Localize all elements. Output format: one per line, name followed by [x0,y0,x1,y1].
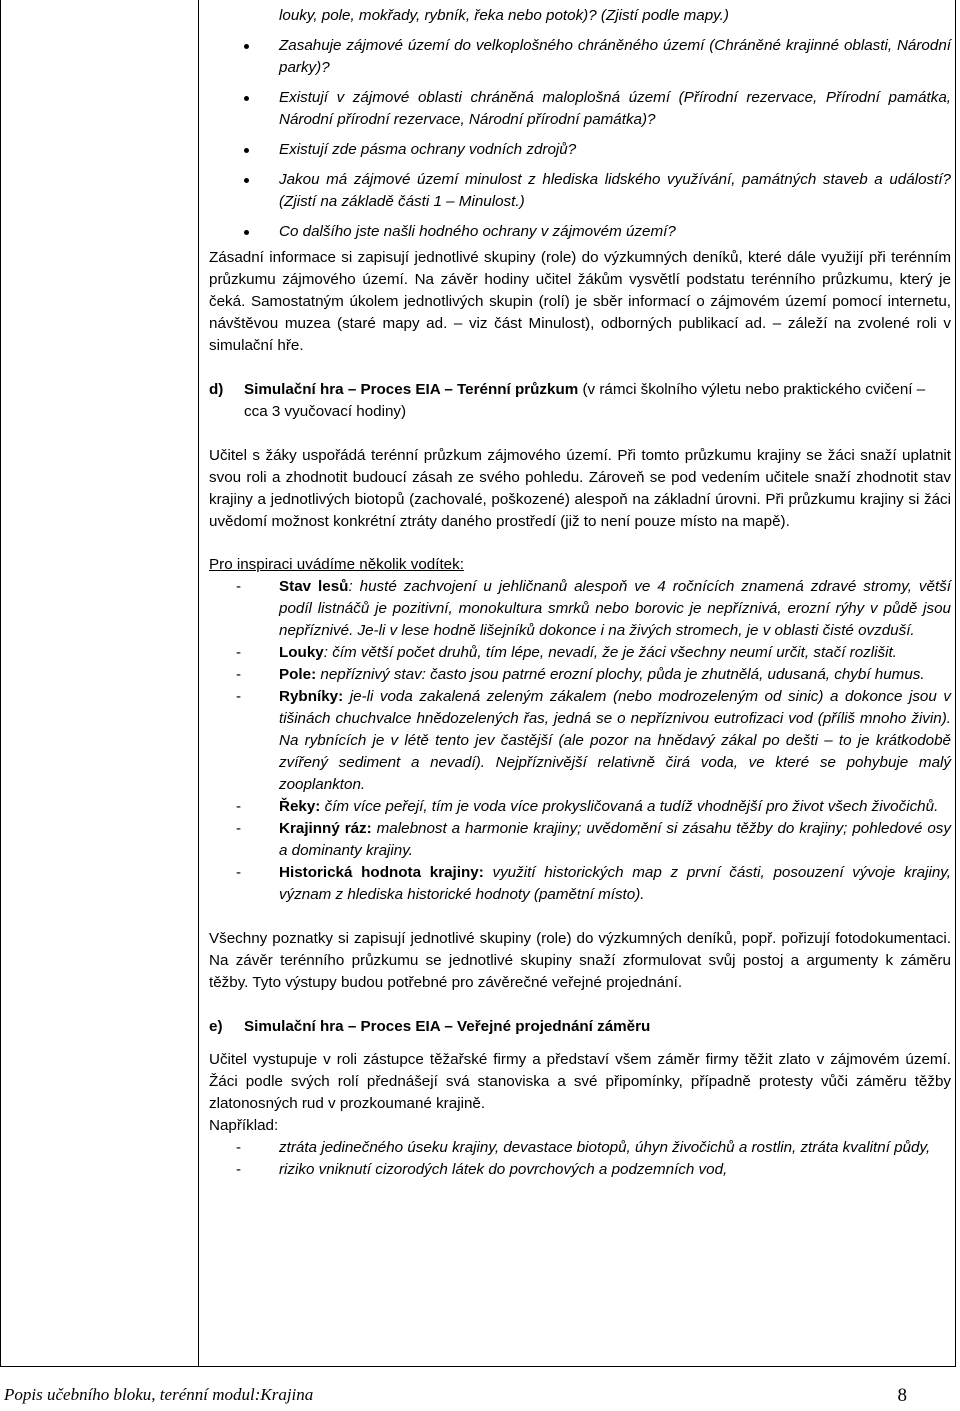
list-item: Co dalšího jste našli hodného ochrany v zájmovém území? [209,221,951,243]
frame-left-line [0,0,1,1366]
inspiration-intro: Pro inspiraci uvádíme několik vodítek: [209,556,464,573]
example-list [209,1137,951,1181]
page-number: 8 [897,1385,907,1406]
section-label: e) [209,1018,223,1035]
section-title: Simulační hra – Proces EIA – Veřejné projednání záměru [244,1018,651,1035]
section-subtitle: (v rámci školního výletu nebo praktického cvičení – cca 3 vyučovací hodiny) [244,381,926,420]
example-label: Například: [209,1117,279,1134]
bullet-icon [244,44,249,49]
section-heading-d [209,379,951,423]
list-item: - Řeky: čím více peřejí, tím je voda více prokysličovaná a tudíž vhodnější pro život všech živočichů. [236,798,939,815]
list-item: - Rybníky: je-li voda zakalená zeleným zákalem (nebo modrozeleným od sinic) a dokonce jsou v tišinách chuchvalce hnědozelených řas, jedná se o nepříznivou eutrofizaci vod (příliš mnoho živin). Na rybnících je v létě tento jev častější (ale pozor na hnědavý zákal po dešti – to je krátkodobě zvířený sediment a nevadí). Nejpříznivější relativně čirá voda, ve které se pohybuje malý zooplankton. [236,688,951,793]
section-label: d) [209,381,224,398]
list-item: - riziko vniknutí cizorodých látek do povrchových a podzemních vod, [236,1161,728,1178]
page-content [209,0,951,1181]
section-heading-e [209,1016,951,1038]
bullet-icon [244,230,249,235]
list-item: Zasahuje zájmové území do velkoplošného chráněného území (Chráněné krajinné oblasti, Národní parky)? [209,35,951,79]
footer-text: Popis učebního bloku, terénní modul:Krajina [4,1385,314,1404]
question-list [209,5,951,243]
list-item: - Krajinný ráz: malebnost a harmonie krajiny; uvědomění si zásahu těžby do krajiny; pohledové osy a dominanty krajiny. [236,820,951,859]
list-item: - Stav lesů: husté zachvojení u jehličnanů alespoň ve 4 ročnících znamená zdravé stromy, větší podíl listnáčů je pozitivní, monokultura smrků nebo borovic je nepříznivá, erozní rýhy v půdě jsou nepříznivé. Je-li v lese hodně lišejníků dokonce i na živých stromech, je v oblasti čisté ovzduší. [236,578,951,639]
frame-bottom-line [0,1366,956,1367]
frame-inner-line [198,0,199,1366]
list-item: Existují zde pásma ochrany vodních zdrojů? [209,139,951,161]
frame-right-line [955,0,956,1366]
paragraph-conclusions: Všechny poznatky si zapisují jednotlivé skupiny (role) do výzkumných deníků, popř. pořizují fotodokumentaci. Na závěr terénního průzkumu se jednotlivé skupiny snaží zformulovat svůj postoj a argumenty k záměru těžby. Tyto výstupy budou potřebné pro závěrečné veřejné projednání. [209,930,951,991]
paragraph-field-survey: Učitel s žáky uspořádá terénní průzkum zájmového území. Při tomto průzkumu krajiny se žáci snaží uplatnit svou roli a zhodnotit budoucí zásah ze svého pohledu. Zároveň se pod vedením učitele snaží zhodnotit stav krajiny a jednotlivých biotopů (zachovalé, poškozené) alespoň na základní úrovni. Při průzkumu krajiny si žáci uvědomí možnost konkrétní ztráty daného prostředí (již to není pouze místo na mapě). [209,447,951,530]
bullet-icon [244,148,249,153]
paragraph-research-notes: Zásadní informace si zapisují jednotlivé skupiny (role) do výzkumných deníků, které dále využijí při terénním průzkumu zájmového území. Na závěr hodiny učitel žákům vysvětlí podstatu terénního průzkumu, který je čeká. Samostatným úkolem jednotlivých skupin (rolí) je sběr informací o zájmovém území pomocí internetu, návštěvou muzea (staré mapy ad. – viz část Minulost), odborných publikací ad. – záleží na zvolené roli v simulační hře. [209,249,951,354]
list-item: - Historická hodnota krajiny: využití historických map z první části, posouzení vývoje krajiny, význam z hlediska historické hodnoty (pamětní místo). [236,864,951,903]
list-item: Existují v zájmové oblasti chráněná maloplošná území (Přírodní rezervace, Přírodní památka, Národní přírodní rezervace, Národní přírodní památka)? [209,87,951,131]
bullet-icon [244,178,249,183]
list-item: - Louky: čím větší počet druhů, tím lépe, nevadí, že je žáci všechny neumí určit, stačí rozlišit. [236,644,897,661]
list-item: - Pole: nepříznivý stav: často jsou patrné erozní plochy, půda je zhutnělá, udusaná, chybí humus. [236,666,925,683]
paragraph-public-hearing: Učitel vystupuje v roli zástupce těžařské firmy a představí všem záměr firmy těžit zlato v zájmovém území. Žáci podle svých rolí přednášejí svá stanoviska a své připomínky, případně protesty vůči záměru těžby zlatonosných rud v prozkoumané krajině. [209,1051,951,1112]
guide-list [209,576,951,906]
page-footer [4,1385,907,1405]
list-item: Jakou má zájmové území minulost z hlediska lidského využívání, památných staveb a událostí? (Zjistí na základě části 1 – Minulost.) [209,169,951,213]
section-title: Simulační hra – Proces EIA – Terénní průzkum [244,381,579,398]
bullet-icon [244,96,249,101]
list-item: louky, pole, mokřady, rybník, řeka nebo potok)? (Zjistí podle mapy.) [279,7,729,24]
list-item: - ztráta jedinečného úseku krajiny, devastace biotopů, úhyn živočichů a rostlin, ztráta kvalitní půdy, [236,1139,931,1156]
